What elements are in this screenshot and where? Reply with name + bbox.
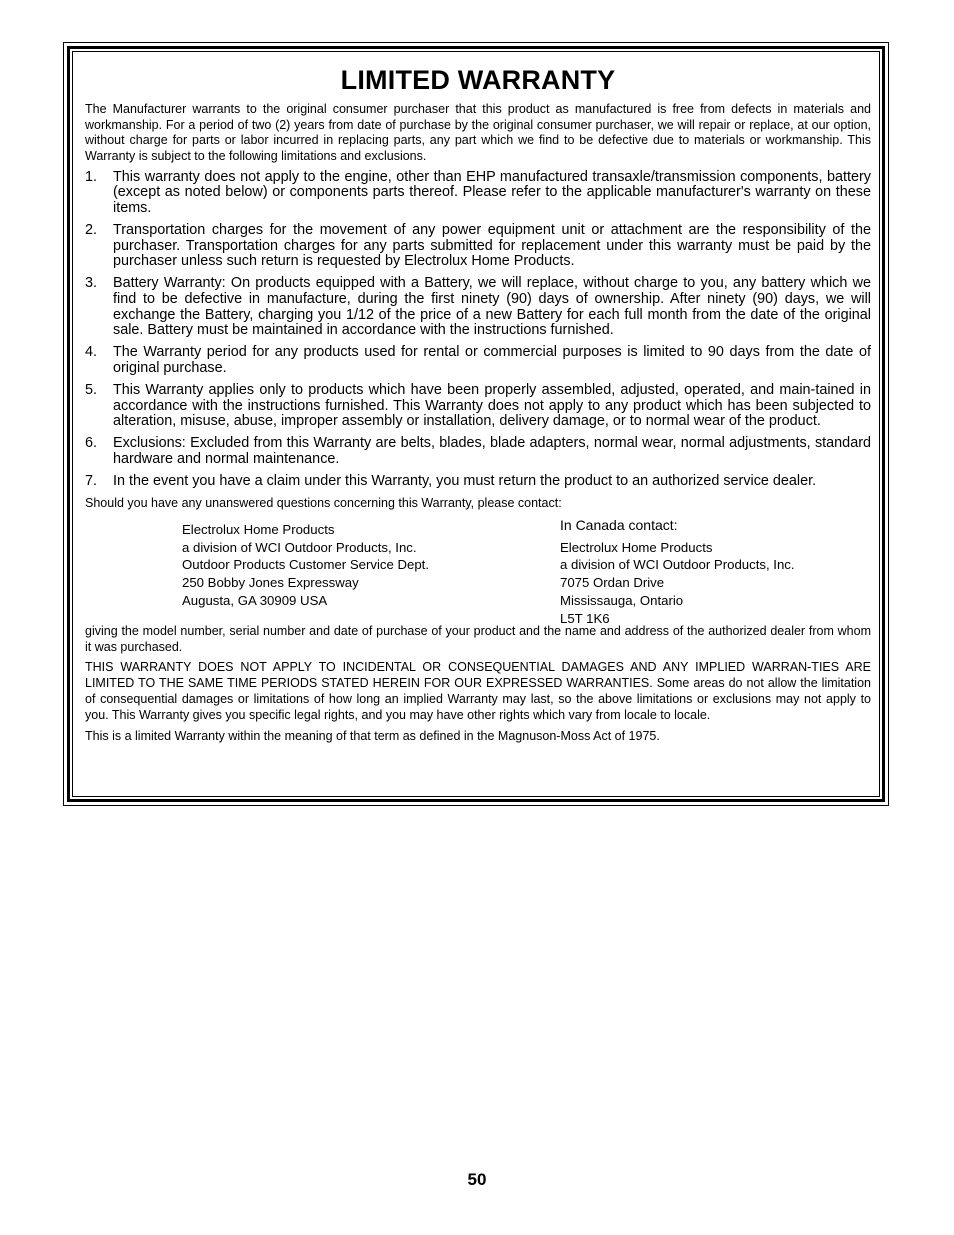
us-address-line: Electrolux Home Products (182, 521, 335, 537)
item-text: Battery Warranty: On products equipped with a Battery, we will replace, without charge to you, any battery which we find to be defective in manufacture, during the first ninety (90) days of ownership. After ninety (90) days, we will exchange the Battery, charging you 1/12 of the price of a new Battery for each full month from the date of the original sale. Battery must be maintained in accordance with the instructions furnished. (113, 275, 871, 339)
item-text: Exclusions: Excluded from this Warranty are belts, blades, blade adapters, normal wear, normal adjustments, standard hardware and normal maintenance. (113, 435, 871, 467)
item-number: 1. (85, 168, 98, 185)
list-item (85, 276, 871, 338)
disclaimer-paragraph: THIS WARRANTY DOES NOT APPLY TO INCIDENTAL OR CONSEQUENTIAL DAMAGES AND ANY IMPLIED WARRAN-TIES ARE LIMITED TO THE SAME TIME PERIODS STATED HEREIN FOR OUR EXPRESSED WARRANTIES. Some areas do not allow the limitation of consequential damages or limitations of how long an implied Warranty may last, so the above limitations or exclusions may not apply to you. This Warranty gives you specific legal rights, and you may have other rights which vary from locale to locale. (85, 660, 871, 722)
us-address-line: 250 Bobby Jones Expressway (182, 575, 359, 591)
magnuson-moss-paragraph: This is a limited Warranty within the meaning of that term as defined in the Magnuson-Moss Act of 1975. (85, 728, 660, 743)
list-item (85, 170, 871, 217)
item-text: This Warranty applies only to products which have been properly assembled, adjusted, operated, and main-tained in accordance with the instructions furnished. This Warranty does not apply to any product which has been subjected to alteration, misuse, abuse, improper assembly or installation, delivery damage, or to normal wear of the product. (113, 381, 871, 430)
item-text: In the event you have a claim under this Warranty, you must return the product to an authorized service dealer. (113, 472, 817, 489)
item-text: The Warranty period for any products used for rental or commercial purposes is limited to 90 days from the date of original purchase. (113, 344, 871, 376)
page-number: 50 (467, 1170, 487, 1189)
list-item (85, 223, 871, 270)
list-item (85, 383, 871, 430)
canada-address-line: a division of WCI Outdoor Products, Inc. (560, 557, 795, 573)
us-address (182, 521, 429, 610)
canada-address-line: L5T 1K6 (560, 610, 610, 626)
list-item (85, 436, 871, 467)
list-item (85, 345, 871, 376)
item-number: 5. (85, 381, 98, 398)
giving-paragraph: giving the model number, serial number and date of purchase of your product and the name and address of the authorized dealer from whom it was purchased. (85, 623, 871, 654)
warranty-content (85, 60, 871, 744)
item-number: 2. (85, 222, 98, 239)
item-text: This warranty does not apply to the engine, other than EHP manufactured transaxle/transmission components, battery (except as noted below) or components parts thereof. Please refer to the applicable manufacturer's warranty on these items. (113, 168, 871, 216)
canada-address-line: Mississauga, Ontario (560, 592, 684, 608)
us-address-line: Augusta, GA 30909 USA (182, 592, 328, 608)
page-title: LIMITED WARRANTY (340, 65, 616, 95)
canada-contact-title: In Canada contact: (560, 516, 678, 533)
item-number: 7. (85, 472, 98, 489)
list-item (85, 474, 871, 490)
canada-address-line: 7075 Ordan Drive (560, 575, 665, 591)
address-block (85, 512, 871, 624)
intro-paragraph: The Manufacturer warrants to the original consumer purchaser that this product as manufactured is free from defects in materials and workmanship. For a period of two (2) years from date of purchase by the original consumer purchaser, we will repair or replace, at our option, without charge for parts or labor incurred in replacing parts, any part which we find to be defective due to materials or workmanship. This Warranty is subject to the following limitations and exclusions. (85, 102, 871, 164)
us-address-line: Outdoor Products Customer Service Dept. (182, 557, 430, 573)
us-address-line: a division of WCI Outdoor Products, Inc. (182, 539, 417, 555)
canada-address (560, 517, 795, 628)
item-text: Transportation charges for the movement of any power equipment unit or attachment are the responsibility of the purchaser. Transportation charges for any parts submitted for replacement under this warranty must be paid by the purchaser unless such return is requested by Electrolux Home Products. (113, 222, 871, 270)
canada-address-line: Electrolux Home Products (560, 539, 713, 555)
item-number: 6. (85, 435, 98, 452)
contact-intro: Should you have any unanswered questions concerning this Warranty, please contact: (85, 496, 562, 510)
item-number: 3. (85, 275, 98, 292)
limitations-list (85, 170, 871, 490)
item-number: 4. (85, 344, 98, 361)
